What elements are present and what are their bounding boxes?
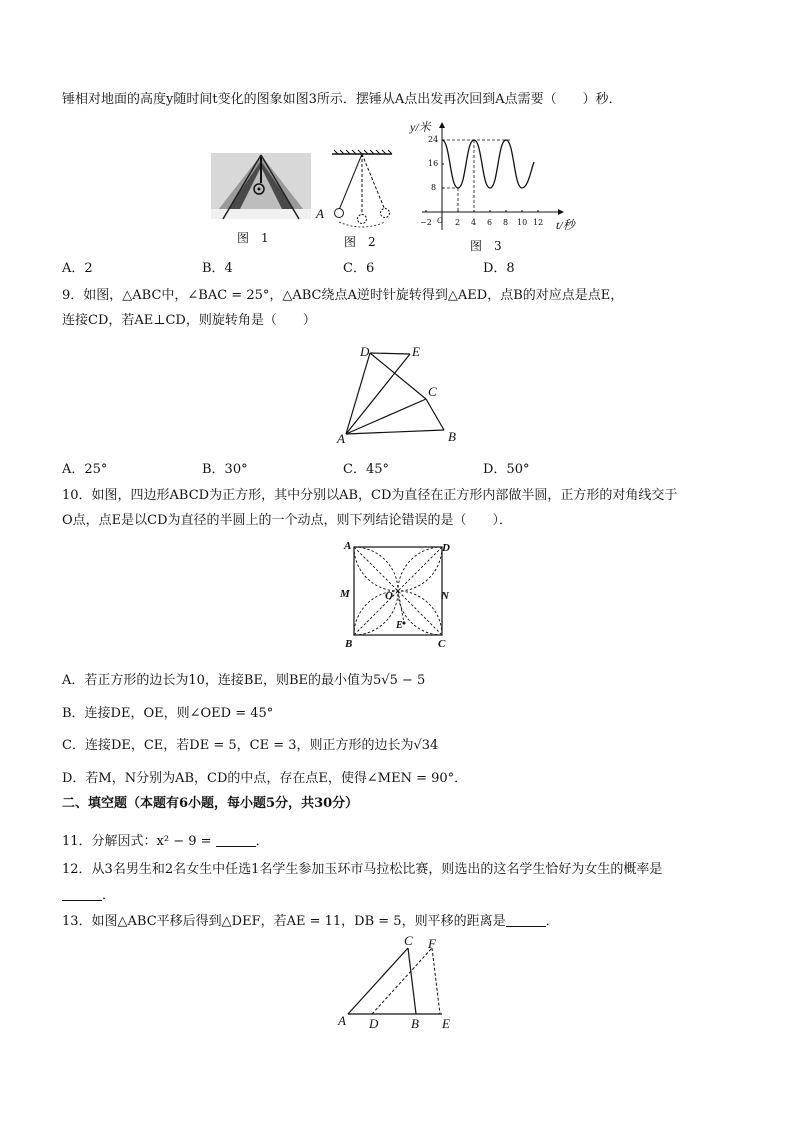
q10-option-b: B．连接DE，OE，则∠OED = 45° — [62, 706, 274, 721]
q8-fig2-caption: 图 2 — [344, 235, 376, 249]
q10-label-c: C — [438, 638, 446, 650]
q12-tail: ． — [102, 888, 116, 903]
q8-fig2-point-a: A — [316, 206, 324, 221]
q8-fig3-xtick: 10 — [517, 218, 528, 227]
q12-line-2 — [62, 886, 115, 905]
q11-text: 11．分解因式：x² − 9 = — [62, 834, 216, 849]
q11-answer-blank[interactable] — [216, 832, 256, 847]
q13-label-a: A — [338, 1013, 346, 1028]
q12-line-1: 12．从3名男生和2名女生中任选1名学生参加玉环市马拉松比赛，则选出的这名学生恰好为女生的概率是 — [62, 862, 663, 877]
q13-label-b: B — [411, 1016, 419, 1031]
q8-fig3-origin: O — [437, 216, 443, 225]
q9-label-b: B — [448, 429, 456, 444]
q10-option-a: A．若正方形的边长为10，连接BE，则BE的最小值为5√5 − 5 — [62, 673, 426, 688]
q13-question — [62, 912, 559, 931]
q10-option-c: C．连接DE，CE，若DE = 5，CE = 3，则正方形的边长为√34 — [62, 738, 439, 753]
q13-answer-blank[interactable] — [506, 912, 546, 927]
q13-text: 13．如图△ABC平移后得到△DEF，若AE = 11，DB = 5，则平移的距离是 — [62, 914, 506, 929]
q10-line-2: O点，点E是以CD为直径的半圆上的一个动点，则下列结论错误的是（ ）． — [62, 513, 513, 528]
q8-fig1-caption: 图 1 — [237, 231, 269, 245]
q8-option-d: D．8 — [483, 261, 515, 276]
q10-label-d: D — [442, 542, 450, 554]
q8-fig3-ytick-8: 8 — [431, 183, 437, 192]
q8-option-b: B．4 — [202, 261, 233, 276]
q10-line-1: 10．如图，四边形ABCD为正方形，其中分别以AB，CD为直径在正方形内部做半圆，正方形的对角线交于 — [62, 488, 678, 503]
q13-tail: ． — [545, 914, 559, 929]
q12-answer-blank[interactable] — [62, 886, 102, 901]
q9-option-d: D．50° — [483, 462, 530, 477]
q8-fig3-xtick: 2 — [455, 218, 461, 227]
q9-line-2: 连接CD，若AE⊥CD，则旋转角是（ ） — [62, 313, 316, 328]
q11-tail: ． — [255, 834, 269, 849]
q10-label-n: N — [441, 590, 449, 602]
q8-figure-1-photo — [211, 153, 311, 219]
q10-label-a: A — [344, 540, 352, 552]
q9-option-a: A．25° — [62, 462, 108, 477]
q8-fig3-xtick: 4 — [471, 218, 477, 227]
q9-line-1: 9．如图，△ABC中，∠BAC = 25°，△ABC绕点A逆时针旋转得到△AED，点B的对应点是点E， — [62, 288, 624, 303]
q10-option-d: D．若M，N分别为AB，CD的中点，存在点E，使得∠MEN = 90°． — [62, 771, 468, 786]
q8-fig3-ytick-24: 24 — [428, 135, 439, 144]
q8-fig3-xtick: 6 — [487, 218, 493, 227]
q9-label-d: D — [360, 344, 370, 359]
q8-fig3-xtick: −2 — [420, 218, 432, 227]
q9-label-e: E — [412, 344, 420, 359]
q11-question — [62, 832, 269, 851]
q9-label-c: C — [428, 384, 437, 399]
q9-option-c: C．45° — [343, 462, 389, 477]
q13-label-d: D — [369, 1016, 379, 1031]
q10-label-o: O — [385, 590, 393, 602]
q10-label-e: E — [396, 620, 403, 631]
q8-option-a: A．2 — [62, 261, 93, 276]
q8-fig3-caption: 图 3 — [470, 239, 502, 253]
q13-figure — [346, 942, 446, 1018]
q9-option-b: B．30° — [202, 462, 248, 477]
q9-label-a: A — [337, 431, 345, 446]
q13-label-e: E — [442, 1016, 450, 1031]
q8-text: 锤相对地面的高度y随时间t变化的图象如图3所示．摆锤从A点出发再次回到A点需要（ ）秒． — [62, 92, 622, 107]
q13-label-c: C — [404, 933, 413, 948]
q8-fig3-ytick-16: 16 — [428, 159, 439, 168]
q8-fig3-curve — [442, 140, 534, 188]
section-title: 二、填空题（本题有6小题，每小题5分，共30分） — [62, 796, 359, 811]
q8-figure-2-pendulum — [318, 150, 402, 230]
q8-fig3-xtick: 8 — [503, 218, 509, 227]
q8-fig3-ylabel: y/米 — [410, 120, 431, 134]
q8-fig3-xlabel: t/秒 — [556, 218, 575, 232]
q8-fig3-xtick: 12 — [533, 218, 544, 227]
q8-option-c: C．6 — [343, 261, 375, 276]
q10-label-m: M — [340, 588, 350, 600]
q10-label-b: B — [345, 638, 353, 650]
q13-label-f: F — [428, 936, 436, 951]
q9-figure — [340, 344, 460, 444]
